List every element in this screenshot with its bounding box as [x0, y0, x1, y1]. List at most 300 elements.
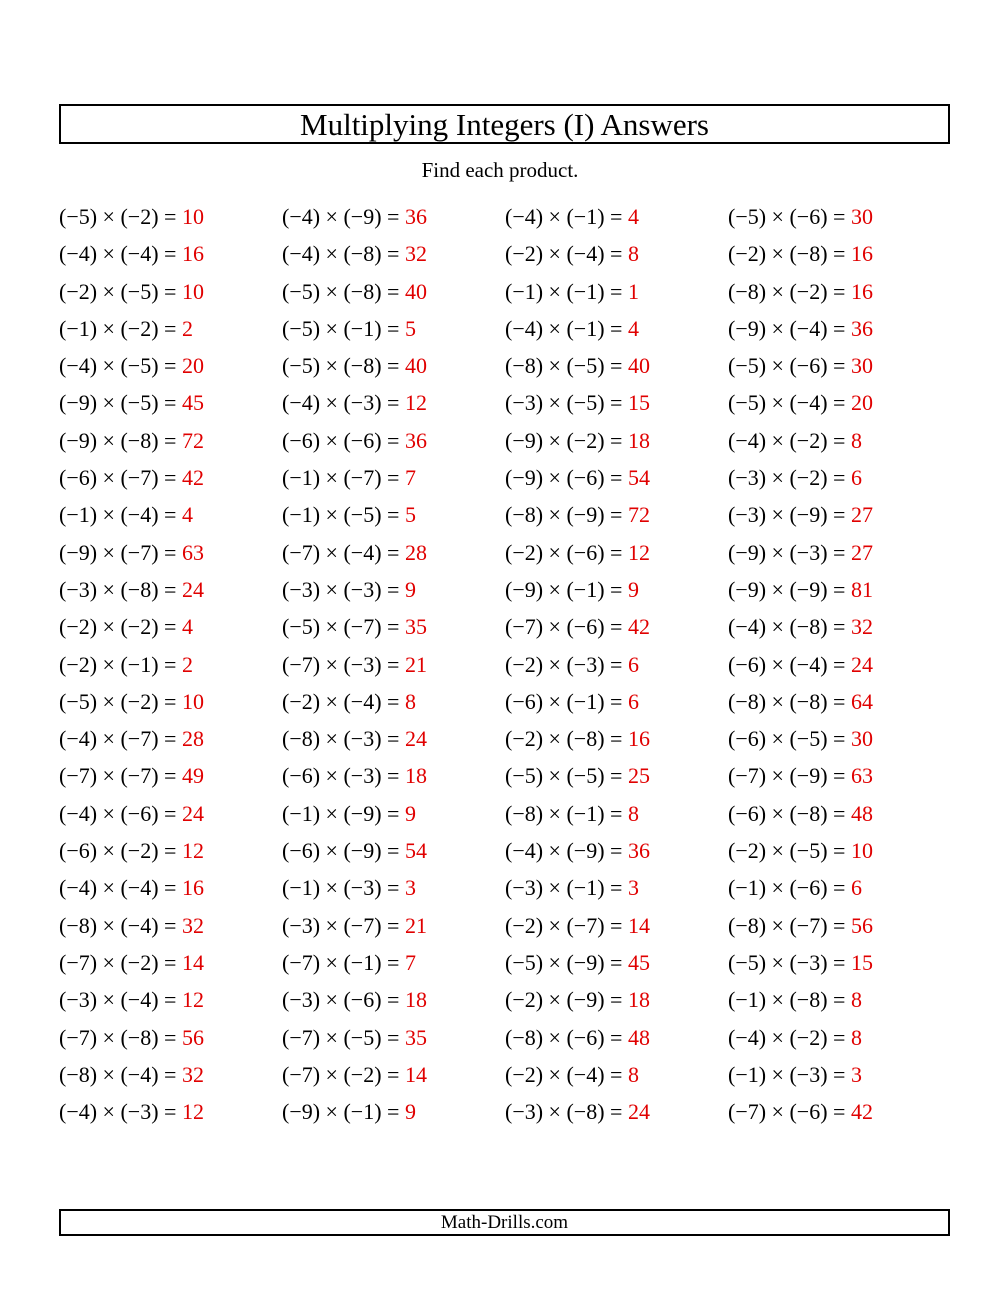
- problem-expression: (−4) × (−5) =: [59, 353, 177, 379]
- problem-answer: 3: [627, 875, 639, 901]
- problem-item: [728, 869, 951, 906]
- problem-expression: (−2) × (−3) =: [505, 651, 623, 677]
- problem-expression: (−1) × (−9) =: [282, 800, 400, 826]
- problem-grid: [59, 198, 959, 1130]
- problem-item: [728, 347, 951, 384]
- problem-expression: (−6) × (−9) =: [282, 838, 400, 864]
- problem-answer: 14: [181, 949, 204, 975]
- problem-item: [282, 198, 505, 235]
- problem-answer: 10: [181, 688, 204, 714]
- problem-item: [728, 534, 951, 571]
- problem-answer: 36: [627, 838, 650, 864]
- problem-answer: 40: [627, 353, 650, 379]
- problem-answer: 24: [181, 800, 204, 826]
- problem-item: [59, 646, 282, 683]
- problem-item: [282, 1093, 505, 1130]
- problem-item: [282, 1056, 505, 1093]
- problem-answer: 24: [627, 1099, 650, 1125]
- problem-item: [728, 646, 951, 683]
- problem-answer: 16: [627, 726, 650, 752]
- problem-expression: (−9) × (−5) =: [59, 390, 177, 416]
- problem-answer: 36: [404, 427, 427, 453]
- problem-answer: 32: [404, 241, 427, 267]
- problem-item: [59, 720, 282, 757]
- problem-answer: 30: [850, 204, 873, 229]
- problem-item: [59, 869, 282, 906]
- problem-expression: (−8) × (−8) =: [728, 688, 846, 714]
- problem-expression: (−7) × (−6) =: [505, 614, 623, 640]
- problem-answer: 12: [404, 390, 427, 416]
- problem-answer: 42: [181, 465, 204, 491]
- problem-expression: (−7) × (−2) =: [59, 949, 177, 975]
- problem-answer: 20: [850, 390, 873, 416]
- problem-expression: (−7) × (−5) =: [282, 1024, 400, 1050]
- problem-item: [59, 981, 282, 1018]
- problem-expression: (−8) × (−1) =: [505, 800, 623, 826]
- problem-item: [282, 795, 505, 832]
- problem-answer: 10: [181, 204, 204, 229]
- problem-expression: (−7) × (−1) =: [282, 949, 400, 975]
- problem-answer: 28: [404, 539, 427, 565]
- problem-expression: (−2) × (−8) =: [728, 241, 846, 267]
- problem-expression: (−4) × (−4) =: [59, 875, 177, 901]
- problem-expression: (−3) × (−1) =: [505, 875, 623, 901]
- problem-answer: 18: [627, 987, 650, 1013]
- worksheet-title: Multiplying Integers (I) Answers: [300, 106, 709, 142]
- problem-expression: (−2) × (−8) =: [505, 726, 623, 752]
- problem-item: [728, 608, 951, 645]
- problem-item: [59, 795, 282, 832]
- problem-item: [59, 832, 282, 869]
- problem-item: [505, 608, 728, 645]
- problem-answer: 24: [850, 651, 873, 677]
- problem-item: [282, 869, 505, 906]
- problem-item: [728, 907, 951, 944]
- problem-expression: (−6) × (−1) =: [505, 688, 623, 714]
- problem-answer: 6: [627, 688, 639, 714]
- problem-expression: (−4) × (−1) =: [505, 315, 623, 341]
- problem-expression: (−4) × (−9) =: [282, 204, 400, 229]
- problem-expression: (−6) × (−7) =: [59, 465, 177, 491]
- problem-expression: (−5) × (−7) =: [282, 614, 400, 640]
- problem-answer: 56: [850, 912, 873, 938]
- problem-answer: 54: [404, 838, 427, 864]
- problem-item: [282, 459, 505, 496]
- problem-answer: 24: [404, 726, 427, 752]
- problem-item: [282, 384, 505, 421]
- problem-expression: (−5) × (−3) =: [728, 949, 846, 975]
- problem-item: [59, 459, 282, 496]
- problem-expression: (−5) × (−8) =: [282, 353, 400, 379]
- problem-answer: 8: [627, 1061, 639, 1087]
- problem-expression: (−6) × (−2) =: [59, 838, 177, 864]
- problem-answer: 45: [627, 949, 650, 975]
- footer-text: Math-Drills.com: [440, 1212, 569, 1233]
- problem-item: [505, 720, 728, 757]
- problem-item: [59, 757, 282, 794]
- problem-item: [728, 198, 951, 235]
- problem-expression: (−3) × (−8) =: [505, 1099, 623, 1125]
- problem-answer: 42: [850, 1099, 873, 1125]
- problem-answer: 2: [181, 651, 193, 677]
- problem-expression: (−2) × (−1) =: [59, 651, 177, 677]
- problem-item: [505, 832, 728, 869]
- problem-answer: 56: [181, 1024, 204, 1050]
- problem-answer: 40: [404, 353, 427, 379]
- problem-expression: (−2) × (−5) =: [728, 838, 846, 864]
- problem-item: [728, 310, 951, 347]
- problem-answer: 8: [627, 241, 639, 267]
- problem-answer: 36: [850, 315, 873, 341]
- problem-item: [282, 944, 505, 981]
- problem-item: [505, 683, 728, 720]
- problem-answer: 72: [627, 502, 650, 528]
- problem-answer: 35: [404, 614, 427, 640]
- problem-item: [59, 198, 282, 235]
- problem-item: [59, 571, 282, 608]
- problem-expression: (−4) × (−8) =: [282, 241, 400, 267]
- problem-expression: (−6) × (−5) =: [728, 726, 846, 752]
- problem-expression: (−9) × (−9) =: [728, 576, 846, 602]
- problem-item: [505, 496, 728, 533]
- problem-answer: 8: [850, 427, 862, 453]
- problem-item: [728, 720, 951, 757]
- problem-answer: 10: [181, 278, 204, 304]
- problem-expression: (−2) × (−6) =: [505, 539, 623, 565]
- problem-item: [505, 534, 728, 571]
- problem-item: [59, 384, 282, 421]
- problem-expression: (−4) × (−1) =: [505, 204, 623, 229]
- problem-item: [728, 795, 951, 832]
- problem-item: [505, 571, 728, 608]
- problem-expression: (−7) × (−9) =: [728, 763, 846, 789]
- problem-answer: 9: [404, 1099, 416, 1125]
- problem-answer: 4: [181, 502, 193, 528]
- problem-expression: (−4) × (−8) =: [728, 614, 846, 640]
- problem-answer: 48: [627, 1024, 650, 1050]
- problem-expression: (−3) × (−5) =: [505, 390, 623, 416]
- problem-expression: (−7) × (−8) =: [59, 1024, 177, 1050]
- problem-item: [505, 198, 728, 235]
- problem-expression: (−8) × (−5) =: [505, 353, 623, 379]
- problem-answer: 16: [850, 241, 873, 267]
- problem-expression: (−9) × (−4) =: [728, 315, 846, 341]
- problem-expression: (−3) × (−6) =: [282, 987, 400, 1013]
- problem-item: [728, 459, 951, 496]
- problem-expression: (−4) × (−2) =: [728, 427, 846, 453]
- problem-answer: 15: [627, 390, 650, 416]
- problem-item: [505, 795, 728, 832]
- problem-answer: 16: [181, 241, 204, 267]
- problem-expression: (−7) × (−7) =: [59, 763, 177, 789]
- problem-expression: (−8) × (−4) =: [59, 1061, 177, 1087]
- problem-answer: 9: [404, 800, 416, 826]
- problem-answer: 48: [850, 800, 873, 826]
- problem-item: [282, 1019, 505, 1056]
- problem-answer: 35: [404, 1024, 427, 1050]
- problem-answer: 36: [404, 204, 427, 229]
- problem-item: [282, 534, 505, 571]
- problem-item: [282, 757, 505, 794]
- problem-item: [282, 273, 505, 310]
- problem-item: [282, 422, 505, 459]
- problem-answer: 8: [850, 987, 862, 1013]
- problem-answer: 8: [404, 688, 416, 714]
- problem-item: [282, 347, 505, 384]
- problem-item: [505, 1019, 728, 1056]
- problem-item: [282, 907, 505, 944]
- problem-answer: 12: [181, 838, 204, 864]
- problem-item: [505, 1093, 728, 1130]
- footer-box: [59, 1209, 950, 1236]
- problem-expression: (−1) × (−3) =: [282, 875, 400, 901]
- problem-item: [59, 534, 282, 571]
- problem-item: [728, 683, 951, 720]
- problem-answer: 63: [850, 763, 873, 789]
- problem-expression: (−9) × (−8) =: [59, 427, 177, 453]
- problem-expression: (−9) × (−2) =: [505, 427, 623, 453]
- problem-expression: (−8) × (−3) =: [282, 726, 400, 752]
- problem-expression: (−6) × (−6) =: [282, 427, 400, 453]
- problem-answer: 42: [627, 614, 650, 640]
- problem-answer: 9: [404, 576, 416, 602]
- problem-answer: 4: [181, 614, 193, 640]
- problem-answer: 28: [181, 726, 204, 752]
- problem-item: [728, 944, 951, 981]
- problem-answer: 10: [850, 838, 873, 864]
- problem-expression: (−4) × (−4) =: [59, 241, 177, 267]
- problem-item: [282, 571, 505, 608]
- problem-item: [59, 422, 282, 459]
- problem-expression: (−3) × (−3) =: [282, 576, 400, 602]
- problem-item: [282, 683, 505, 720]
- problem-expression: (−6) × (−8) =: [728, 800, 846, 826]
- problem-item: [282, 981, 505, 1018]
- problem-item: [282, 496, 505, 533]
- problem-answer: 18: [404, 987, 427, 1013]
- problem-expression: (−1) × (−1) =: [505, 278, 623, 304]
- problem-answer: 6: [850, 465, 862, 491]
- problem-item: [505, 384, 728, 421]
- problem-answer: 18: [627, 427, 650, 453]
- problem-answer: 9: [627, 576, 639, 602]
- problem-item: [728, 1019, 951, 1056]
- problem-item: [282, 720, 505, 757]
- problem-answer: 3: [850, 1061, 862, 1087]
- problem-item: [282, 235, 505, 272]
- problem-item: [282, 310, 505, 347]
- problem-expression: (−9) × (−3) =: [728, 539, 846, 565]
- problem-item: [728, 422, 951, 459]
- problem-answer: 4: [627, 315, 639, 341]
- problem-item: [59, 273, 282, 310]
- problem-item: [728, 235, 951, 272]
- problem-item: [728, 496, 951, 533]
- problem-answer: 12: [181, 1099, 204, 1125]
- problem-expression: (−4) × (−7) =: [59, 726, 177, 752]
- problem-item: [505, 273, 728, 310]
- problem-item: [59, 347, 282, 384]
- problem-expression: (−2) × (−4) =: [505, 241, 623, 267]
- problem-answer: 72: [181, 427, 204, 453]
- problem-answer: 30: [850, 353, 873, 379]
- problem-expression: (−5) × (−5) =: [505, 763, 623, 789]
- problem-answer: 7: [404, 949, 416, 975]
- problem-answer: 8: [850, 1024, 862, 1050]
- problem-item: [728, 981, 951, 1018]
- problem-expression: (−4) × (−3) =: [282, 390, 400, 416]
- instructions: Find each product.: [421, 158, 579, 182]
- problem-item: [505, 757, 728, 794]
- problem-answer: 2: [181, 315, 193, 341]
- problem-answer: 15: [850, 949, 873, 975]
- problem-item: [728, 1093, 951, 1130]
- problem-expression: (−1) × (−6) =: [728, 875, 846, 901]
- problem-answer: 16: [181, 875, 204, 901]
- problem-expression: (−2) × (−4) =: [505, 1061, 623, 1087]
- problem-expression: (−2) × (−9) =: [505, 987, 623, 1013]
- problem-expression: (−9) × (−1) =: [505, 576, 623, 602]
- problem-answer: 25: [627, 763, 650, 789]
- problem-answer: 63: [181, 539, 204, 565]
- problem-expression: (−7) × (−4) =: [282, 539, 400, 565]
- problem-expression: (−4) × (−6) =: [59, 800, 177, 826]
- problem-answer: 21: [404, 651, 427, 677]
- problem-expression: (−1) × (−5) =: [282, 502, 400, 528]
- problem-expression: (−8) × (−7) =: [728, 912, 846, 938]
- problem-answer: 21: [404, 912, 427, 938]
- problem-item: [728, 273, 951, 310]
- problem-answer: 32: [181, 912, 204, 938]
- problem-answer: 20: [181, 353, 204, 379]
- problem-answer: 3: [404, 875, 416, 901]
- problem-expression: (−5) × (−2) =: [59, 688, 177, 714]
- problem-expression: (−1) × (−8) =: [728, 987, 846, 1013]
- problem-answer: 40: [404, 278, 427, 304]
- problem-expression: (−9) × (−7) =: [59, 539, 177, 565]
- problem-expression: (−1) × (−4) =: [59, 502, 177, 528]
- problem-expression: (−5) × (−1) =: [282, 315, 400, 341]
- problem-item: [282, 608, 505, 645]
- problem-item: [59, 683, 282, 720]
- problem-item: [728, 832, 951, 869]
- problem-item: [59, 496, 282, 533]
- problem-expression: (−8) × (−4) =: [59, 912, 177, 938]
- problem-item: [728, 571, 951, 608]
- problem-answer: 14: [627, 912, 650, 938]
- problem-answer: 32: [850, 614, 873, 640]
- problem-expression: (−5) × (−9) =: [505, 949, 623, 975]
- problem-answer: 4: [627, 204, 639, 229]
- problem-answer: 14: [404, 1061, 427, 1087]
- problem-expression: (−3) × (−8) =: [59, 576, 177, 602]
- problem-item: [282, 646, 505, 683]
- problem-item: [505, 646, 728, 683]
- problem-expression: (−2) × (−5) =: [59, 278, 177, 304]
- problem-expression: (−4) × (−2) =: [728, 1024, 846, 1050]
- problem-answer: 81: [850, 576, 873, 602]
- problem-answer: 6: [627, 651, 639, 677]
- problem-expression: (−4) × (−9) =: [505, 838, 623, 864]
- problem-expression: (−1) × (−2) =: [59, 315, 177, 341]
- problem-answer: 30: [850, 726, 873, 752]
- problem-answer: 24: [181, 576, 204, 602]
- problem-answer: 12: [627, 539, 650, 565]
- problem-answer: 64: [850, 688, 873, 714]
- problem-expression: (−4) × (−3) =: [59, 1099, 177, 1125]
- problem-expression: (−7) × (−6) =: [728, 1099, 846, 1125]
- problem-item: [505, 422, 728, 459]
- problem-expression: (−3) × (−4) =: [59, 987, 177, 1013]
- problem-expression: (−2) × (−4) =: [282, 688, 400, 714]
- problem-answer: 54: [627, 465, 650, 491]
- problem-item: [59, 1093, 282, 1130]
- problem-expression: (−5) × (−8) =: [282, 278, 400, 304]
- problem-expression: (−5) × (−6) =: [728, 204, 846, 229]
- problem-expression: (−6) × (−3) =: [282, 763, 400, 789]
- problem-answer: 5: [404, 502, 416, 528]
- problem-item: [728, 757, 951, 794]
- problem-item: [505, 347, 728, 384]
- problem-expression: (−5) × (−6) =: [728, 353, 846, 379]
- problem-expression: (−9) × (−1) =: [282, 1099, 400, 1125]
- problem-expression: (−5) × (−2) =: [59, 204, 177, 229]
- problem-item: [505, 944, 728, 981]
- problem-item: [728, 1056, 951, 1093]
- problem-answer: 27: [850, 539, 873, 565]
- problem-expression: (−1) × (−7) =: [282, 465, 400, 491]
- problem-item: [505, 907, 728, 944]
- problem-answer: 1: [627, 278, 639, 304]
- problem-item: [282, 832, 505, 869]
- problem-expression: (−6) × (−4) =: [728, 651, 846, 677]
- problem-item: [728, 384, 951, 421]
- problem-item: [59, 944, 282, 981]
- problem-item: [505, 1056, 728, 1093]
- problem-expression: (−8) × (−6) =: [505, 1024, 623, 1050]
- problem-expression: (−7) × (−2) =: [282, 1061, 400, 1087]
- problem-expression: (−2) × (−2) =: [59, 614, 177, 640]
- problem-expression: (−2) × (−7) =: [505, 912, 623, 938]
- problem-item: [505, 869, 728, 906]
- problem-item: [505, 459, 728, 496]
- problem-expression: (−3) × (−9) =: [728, 502, 846, 528]
- problem-item: [59, 1056, 282, 1093]
- problem-expression: (−3) × (−7) =: [282, 912, 400, 938]
- problem-answer: 5: [404, 315, 416, 341]
- problem-answer: 27: [850, 502, 873, 528]
- problem-item: [59, 907, 282, 944]
- problem-expression: (−8) × (−9) =: [505, 502, 623, 528]
- problem-answer: 16: [850, 278, 873, 304]
- problem-expression: (−1) × (−3) =: [728, 1061, 846, 1087]
- problem-answer: 12: [181, 987, 204, 1013]
- problem-item: [59, 608, 282, 645]
- problem-answer: 32: [181, 1061, 204, 1087]
- problem-item: [505, 310, 728, 347]
- problem-item: [59, 1019, 282, 1056]
- problem-item: [505, 981, 728, 1018]
- problem-answer: 45: [181, 390, 204, 416]
- problem-answer: 8: [627, 800, 639, 826]
- problem-expression: (−3) × (−2) =: [728, 465, 846, 491]
- problem-item: [505, 235, 728, 272]
- worksheet-title-box: [59, 104, 950, 144]
- problem-expression: (−7) × (−3) =: [282, 651, 400, 677]
- problem-item: [59, 235, 282, 272]
- problem-item: [59, 310, 282, 347]
- problem-answer: 18: [404, 763, 427, 789]
